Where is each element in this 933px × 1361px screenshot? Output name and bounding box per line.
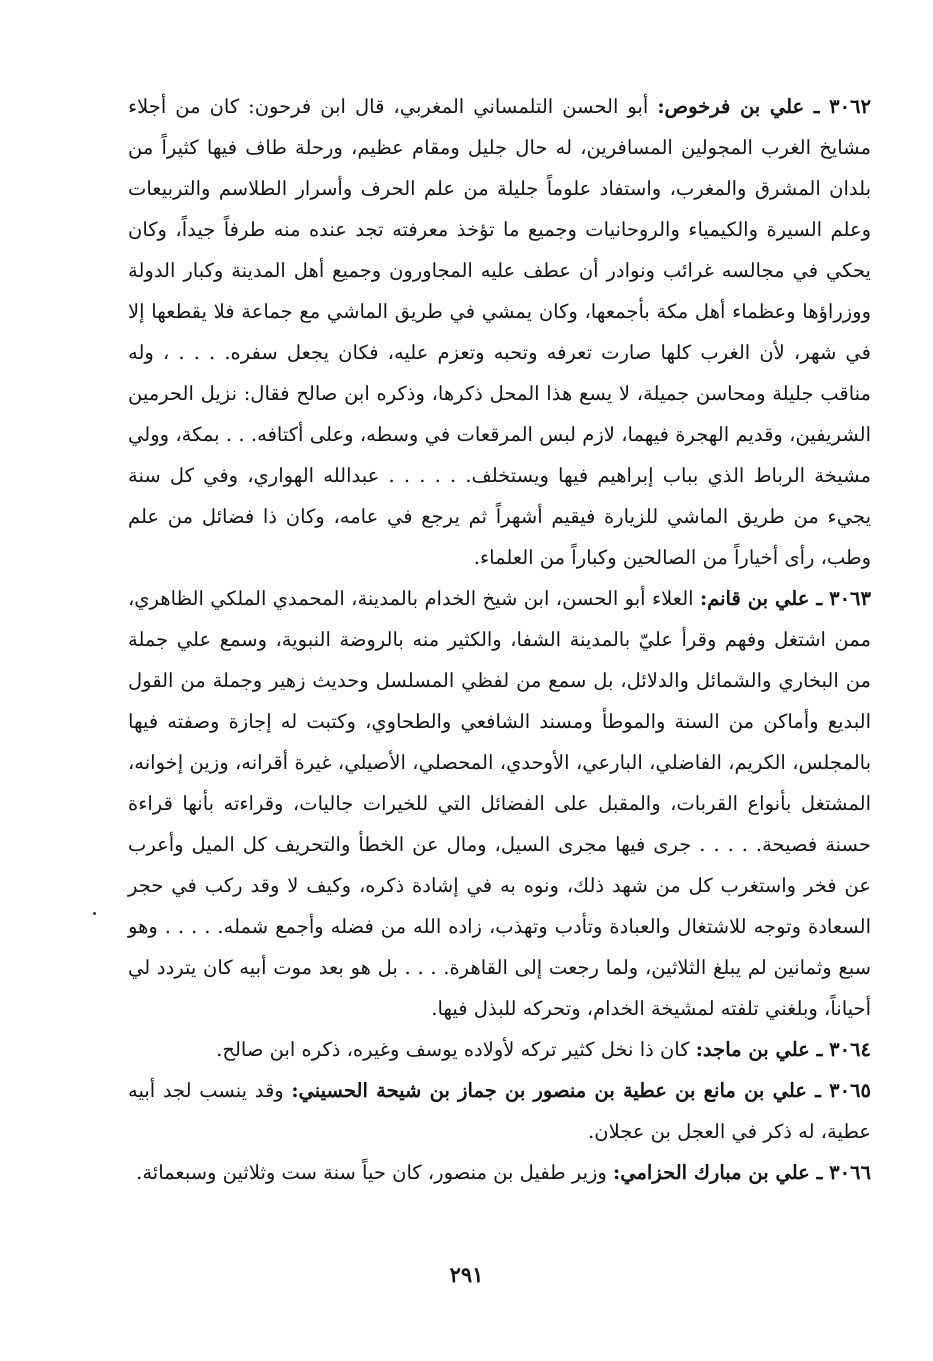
entry-title: ٣٠٦٢ ـ علي بن فرخوص: xyxy=(657,95,871,118)
entry-body: أبو الحسن التلمساني المغربي، قال ابن فرحون: كان من أجلاء مشايخ الغرب المجولين المسافرين، له حال جليل ومقام عظيم، ورحلة طاف فيها كثيراً من بلدان المشرق والمغرب، واستفاد علوماً جليلة من علم الحرف وأسرار الطلاسم والتربيعات وعلم السيرة والكيمياء والروحانيات وجميع ما تؤخذ معرفته تجد عنده منه طرفاً جيداً، وكان يحكي في مجالسه غرائب ونوادر أن عطف عليه المجاورون وجميع أهل المدينة وكبار الدولة ووزراؤها وعظماء أهل مكة بأجمعها، وكان يمشي في طريق الماشي مع جماعة فلا يقطعها إلا في شهر، لأن الغرب كلها صارت تعرفه وتحبه وتعزم عليه، فكان يجعل سفره. . . . ، وله مناقب جليلة ومحاسن جميلة، لا يسع هذا المحل ذكرها، وذكره ابن صالح فقال: نزيل الحرمين الشريفين، وقديم الهجرة فيهما، لازم لبس المرقعات في وسطه، وعلى أكتافه. . . بمكة، وولي مشيخة الرباط الذي بباب إبراهيم فيها ويستخلف. . . . . . عبدالله الهواري، وفي كل سنة يجيء من طريق الماشي للزيارة فيقيم أشهراً ثم يرجع في عامه، وكان ذا فضائل من علم وطب، رأى أخياراً من الصالحين وكباراً من العلماء. xyxy=(128,95,871,569)
margin-speck xyxy=(93,912,96,915)
page-number: ٢٩١ xyxy=(449,1262,484,1287)
entry-title: ٣٠٦٥ ـ علي بن مانع بن عطية بن منصور بن جماز بن شيحة الحسيني: xyxy=(291,1079,871,1102)
entry-title: ٣٠٦٤ ـ علي بن ماجد: xyxy=(695,1038,871,1061)
entry-3065 xyxy=(128,1070,871,1152)
page-text xyxy=(128,86,871,1193)
entry-3064 xyxy=(128,1029,871,1070)
entry-title: ٣٠٦٣ ـ علي بن قانم: xyxy=(699,587,871,610)
entry-3063 xyxy=(128,578,871,1029)
entry-body: وقد ينسب لجد أبيه عطية، له ذكر في العجل بن عجلان. xyxy=(128,1079,871,1143)
entry-3062 xyxy=(128,86,871,578)
entry-body: كان ذا نخل كثير تركه لأولاده يوسف وغيره، ذكره ابن صالح. xyxy=(216,1038,696,1061)
entry-3066 xyxy=(128,1152,871,1193)
entry-body: العلاء أبو الحسن، ابن شيخ الخدام بالمدينة، المحمدي الملكي الظاهري، ممن اشتغل وفهم وقرأ عليّ بالمدينة الشفا، والكثير منه بالروضة النبوية، وسمع علي جملة من البخاري والشمائل والدلائل، بل سمع من لفظي المسلسل وحديث زهير وجملة من القول البديع وأماكن من السنة والموطأ ومسند الشافعي والطحاوي، وكتبت له إجازة وصفته فيها بالمجلس، الكريم، الفاضلي، البارعي، الأوحدي، المحصلي، الأصيلي، غيرة أقرانه، وزين إخوانه، المشتغل بأنواع القربات، والمقبل على الفضائل التي للخيرات جاليات، وقراءته بأنها قراءة حسنة فصيحة. . . . . جرى فيها مجرى السيل، ومال عن الخطأ والتحريف كل الميل وأعرب عن فخر واستغرب كل من شهد ذلك، ونوه به في إشادة ذكره، وكيف لا وقد ركب في حجر السعادة وتوجه للاشتغال والعبادة وتأدب وتهذب، زاده الله من فضله وأجمع شمله. . . . . وهو سبع وثمانين لم يبلغ الثلاثين، ولما رجعت إلى القاهرة. . . . بل هو بعد موت أبيه كان يتردد لي أحياناً، وبلغني تلفته لمشيخة الخدام، وتحركه للبذل فيها. xyxy=(128,587,871,1020)
entry-body: وزير طفيل بن منصور، كان حياً سنة ست وثلاثين وسبعمائة. xyxy=(136,1161,614,1184)
entry-title: ٣٠٦٦ ـ علي بن مبارك الحزامي: xyxy=(613,1161,871,1184)
